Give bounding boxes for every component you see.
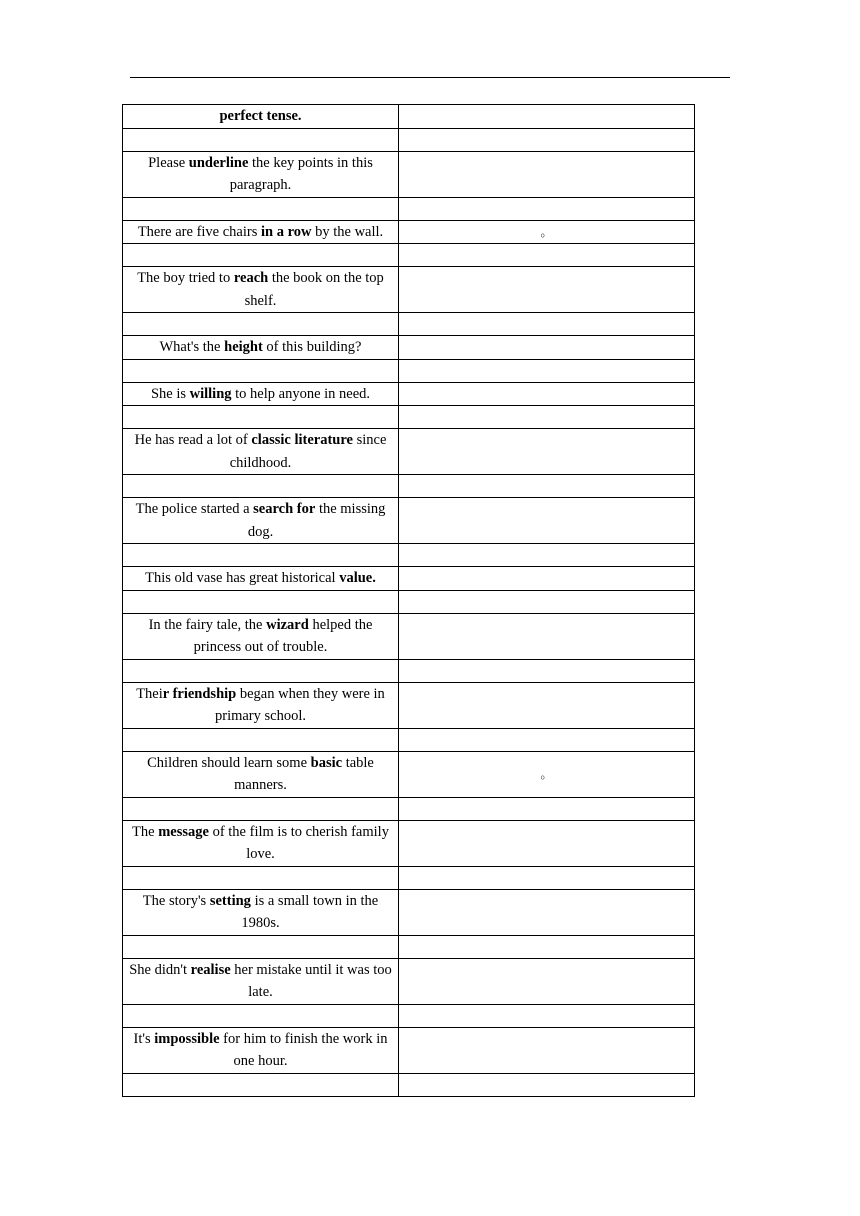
blank-cell-translation xyxy=(399,475,695,498)
blank-cell-translation xyxy=(399,313,695,336)
key-phrase: message xyxy=(158,823,209,840)
blank-cell-translation xyxy=(399,128,695,151)
blank-cell-english xyxy=(123,935,399,958)
blank-cell-english xyxy=(123,128,399,151)
blank-cell-translation xyxy=(399,866,695,889)
blank-cell-translation xyxy=(399,244,695,267)
blank-cell-english xyxy=(123,244,399,267)
blank-cell-english xyxy=(123,313,399,336)
blank-cell-translation xyxy=(399,797,695,820)
blank-cell-translation xyxy=(399,935,695,958)
blank-cell-english xyxy=(123,544,399,567)
blank-cell-translation xyxy=(399,406,695,429)
sentence-text: of this building? xyxy=(262,339,362,355)
header-rule xyxy=(130,77,730,78)
english-sentence-cell xyxy=(123,567,399,591)
sentence-row xyxy=(123,958,695,1004)
key-phrase: classic literature xyxy=(251,432,353,448)
english-sentence-cell xyxy=(123,336,399,360)
vocabulary-table-body xyxy=(123,105,695,1097)
blank-cell-english xyxy=(123,406,399,429)
sentence-text: Children should learn some xyxy=(147,754,311,771)
english-sentence-cell xyxy=(123,751,399,797)
key-phrase: value. xyxy=(339,570,376,586)
sentence-row xyxy=(123,336,695,360)
key-phrase: perfect tense. xyxy=(219,108,302,124)
key-phrase: setting xyxy=(209,892,251,909)
key-phrase: height xyxy=(224,339,263,355)
blank-cell-translation xyxy=(399,359,695,382)
blank-row xyxy=(123,728,695,751)
english-sentence-cell xyxy=(123,267,399,313)
translation-cell xyxy=(399,336,695,360)
blank-cell-translation xyxy=(399,590,695,613)
translation-cell xyxy=(399,889,695,935)
sentence-text: What's the xyxy=(159,339,225,355)
key-phrase: r friendship xyxy=(162,685,237,702)
sentence-text: There are five chairs xyxy=(137,223,261,240)
sentence-text: for him to finish the work in one hour. xyxy=(219,1030,388,1069)
blank-cell-english xyxy=(123,1073,399,1096)
sentence-row xyxy=(123,682,695,728)
blank-cell-english xyxy=(123,197,399,220)
sentence-text: helped the princess out of trouble. xyxy=(193,616,373,655)
english-sentence-cell xyxy=(123,105,399,129)
sentence-text: Thei xyxy=(136,685,163,702)
english-sentence-cell xyxy=(123,820,399,866)
key-phrase: willing xyxy=(189,385,232,402)
sentence-row xyxy=(123,820,695,866)
sentence-text: It's xyxy=(133,1030,155,1047)
translation-cell xyxy=(399,382,695,406)
sentence-row xyxy=(123,751,695,797)
english-sentence-cell xyxy=(123,382,399,406)
sentence-row xyxy=(123,382,695,406)
blank-cell-translation xyxy=(399,1004,695,1027)
blank-row xyxy=(123,544,695,567)
blank-row xyxy=(123,797,695,820)
english-sentence-cell xyxy=(123,498,399,544)
sentence-text: She didn't xyxy=(129,961,191,978)
sentence-text: the book on the top shelf. xyxy=(244,270,384,309)
translation-cell xyxy=(399,498,695,544)
translation-cell xyxy=(399,613,695,659)
blank-row xyxy=(123,475,695,498)
blank-row xyxy=(123,313,695,336)
translation-cell xyxy=(399,267,695,313)
sentence-text: The story's xyxy=(142,892,210,909)
sentence-text: is a small town in the 1980s. xyxy=(241,892,379,931)
english-sentence-cell xyxy=(123,429,399,475)
key-phrase: wizard xyxy=(266,616,309,633)
blank-row xyxy=(123,866,695,889)
sentence-text: Please xyxy=(148,154,189,171)
translation-cell xyxy=(399,1027,695,1073)
blank-cell-english xyxy=(123,475,399,498)
blank-cell-english xyxy=(123,1004,399,1027)
key-phrase: in a row xyxy=(261,223,312,240)
key-phrase: impossible xyxy=(154,1030,220,1047)
sentence-text: to help anyone in need. xyxy=(231,385,371,402)
blank-row xyxy=(123,359,695,382)
translation-cell xyxy=(399,220,695,244)
translation-text: 。 xyxy=(540,224,553,239)
sentence-row xyxy=(123,1027,695,1073)
key-phrase: realise xyxy=(190,961,231,978)
blank-cell-english xyxy=(123,659,399,682)
sentence-text: began when they were in primary school. xyxy=(214,685,385,724)
sentence-row xyxy=(123,151,695,197)
english-sentence-cell xyxy=(123,682,399,728)
blank-row xyxy=(123,1073,695,1096)
key-phrase: underline xyxy=(188,154,249,171)
sentence-row xyxy=(123,220,695,244)
blank-cell-english xyxy=(123,359,399,382)
english-sentence-cell xyxy=(123,220,399,244)
sentence-text: the missing dog. xyxy=(247,501,386,540)
blank-row xyxy=(123,1004,695,1027)
translation-cell xyxy=(399,429,695,475)
english-sentence-cell xyxy=(123,958,399,1004)
translation-cell xyxy=(399,958,695,1004)
blank-cell-translation xyxy=(399,728,695,751)
blank-row xyxy=(123,128,695,151)
translation-cell xyxy=(399,105,695,129)
blank-cell-translation xyxy=(399,544,695,567)
sentence-row xyxy=(123,613,695,659)
sentence-text: In the fairy tale, the xyxy=(148,616,267,633)
vocabulary-table xyxy=(122,104,695,1097)
sentence-row xyxy=(123,498,695,544)
sentence-row xyxy=(123,105,695,129)
sentence-text: of the film is to cherish family love. xyxy=(208,823,389,862)
blank-cell-translation xyxy=(399,659,695,682)
sentence-row xyxy=(123,267,695,313)
english-sentence-cell xyxy=(123,889,399,935)
blank-cell-english xyxy=(123,590,399,613)
translation-cell xyxy=(399,567,695,591)
blank-row xyxy=(123,244,695,267)
blank-row xyxy=(123,935,695,958)
sentence-text: She is xyxy=(150,385,190,402)
blank-row xyxy=(123,406,695,429)
key-phrase: reach xyxy=(233,270,269,286)
sentence-text: The boy tried to xyxy=(137,270,234,286)
sentence-row xyxy=(123,889,695,935)
blank-row xyxy=(123,590,695,613)
translation-cell xyxy=(399,820,695,866)
blank-row xyxy=(123,197,695,220)
blank-cell-translation xyxy=(399,1073,695,1096)
sentence-text: since childhood. xyxy=(229,432,387,471)
translation-text: 。 xyxy=(540,766,553,781)
sentence-text: by the wall. xyxy=(311,223,384,240)
blank-cell-translation xyxy=(399,197,695,220)
sentence-text: He has read a lot of xyxy=(134,432,252,448)
sentence-row xyxy=(123,567,695,591)
sentence-text: This old vase has great historical xyxy=(145,570,340,586)
translation-cell xyxy=(399,751,695,797)
key-phrase: basic xyxy=(310,754,343,771)
key-phrase: search for xyxy=(253,501,316,517)
english-sentence-cell xyxy=(123,613,399,659)
blank-row xyxy=(123,659,695,682)
sentence-text: table manners. xyxy=(234,754,374,793)
sentence-row xyxy=(123,429,695,475)
blank-cell-english xyxy=(123,866,399,889)
translation-cell xyxy=(399,151,695,197)
blank-cell-english xyxy=(123,797,399,820)
sentence-text: her mistake until it was too late. xyxy=(230,961,392,1000)
blank-cell-english xyxy=(123,728,399,751)
translation-cell xyxy=(399,682,695,728)
sentence-text: The police started a xyxy=(135,501,254,517)
sentence-text: the key points in this paragraph. xyxy=(229,154,373,193)
english-sentence-cell xyxy=(123,1027,399,1073)
english-sentence-cell xyxy=(123,151,399,197)
sentence-text: The xyxy=(132,823,159,840)
